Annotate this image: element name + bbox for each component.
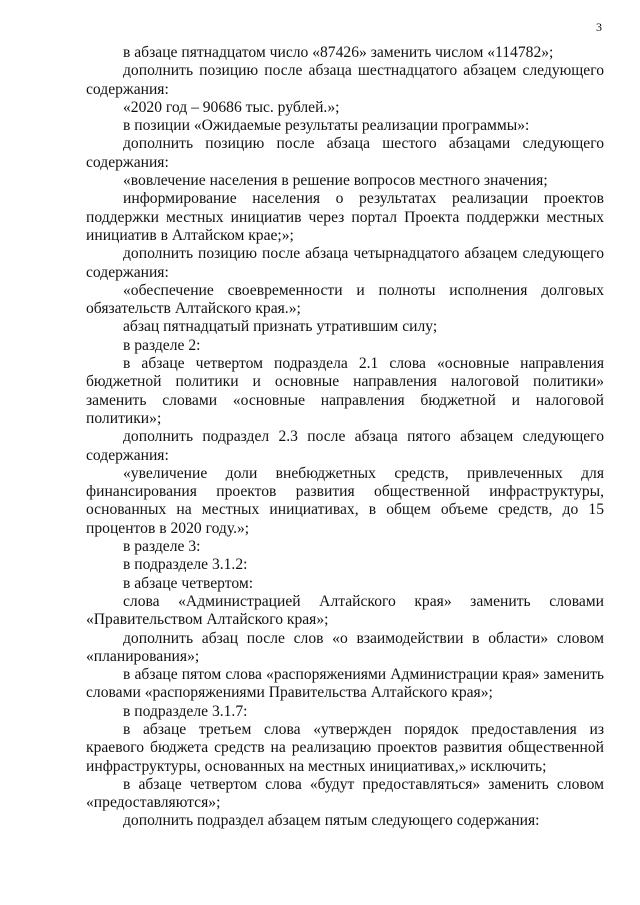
paragraph: в абзаце пятнадцатом число «87426» заменить числом «114782»;	[123, 44, 554, 61]
document-body	[86, 44, 604, 831]
paragraph: слова «Администрацией Алтайского края» заменить словами «Правительством Алтайского края»;	[86, 592, 604, 629]
paragraph: дополнить позицию после абзаца шестого абзацами следующего содержания:	[86, 135, 604, 171]
paragraph: дополнить подраздел абзацем пятым следующего содержания:	[123, 812, 540, 830]
paragraph: в разделе 3:	[123, 538, 201, 556]
paragraph: в подразделе 3.1.2:	[123, 556, 248, 574]
paragraph: «вовлечение населения в решение вопросов местного значения;	[123, 172, 548, 190]
paragraph: информирование населения о результатах реализации проектов поддержки местных инициатив через портал Проекта поддержки местных инициатив в Алтайском крае;»;	[86, 190, 604, 244]
paragraph: в абзаце четвертом слова «будут предоставляться» заменить словом «предоставляются»;	[86, 775, 604, 812]
paragraph: в абзаце четвертом:	[123, 574, 254, 592]
paragraph: дополнить абзац после слов «о взаимодействии в области» словом «планирования»;	[86, 629, 604, 665]
paragraph: в абзаце третьем слова «утвержден порядок предоставления из краевого бюджета средств на реализацию проектов развития общественной инфраструктуры, основанных на местных инициативах,» исключить;	[86, 720, 604, 775]
page-number: 3	[596, 20, 602, 34]
paragraph: в абзаце четвертом подраздела 2.1 слова «основные направления бюджетной политики и основные направления налоговой политики» заменить словами «основные направления бюджетной и налоговой политики»;	[86, 355, 604, 427]
paragraph: дополнить подраздел 2.3 после абзаца пятого абзацем следующего содержания:	[86, 428, 604, 464]
paragraph: «увеличение доли внебюджетных средств, привлеченных для финансирования проектов развития общественной инфраструктуры, основанных на местных инициативах, в общем объеме средств, до 15 процентов в 2020 году.»;	[86, 464, 604, 537]
paragraph: в позиции «Ожидаемые результаты реализации программы»:	[123, 117, 530, 135]
paragraph: дополнить позицию после абзаца шестнадцатого абзацем следующего содержания:	[86, 62, 604, 98]
paragraph: абзац пятнадцатый признать утратившим силу;	[123, 318, 438, 336]
paragraph: дополнить позицию после абзаца четырнадцатого абзацем следующего содержания:	[86, 245, 604, 281]
paragraph: в разделе 2:	[123, 336, 201, 354]
paragraph: «2020 год – 90686 тыс. рублей.»;	[123, 98, 340, 116]
paragraph: в абзаце пятом слова «распоряжениями Администрации края» заменить словами «распоряжениями Правительства Алтайского края»;	[86, 666, 604, 702]
paragraph: «обеспечение своевременности и полноты исполнения долговых обязательств Алтайского края.»;	[86, 281, 604, 318]
paragraph: в подразделе 3.1.7:	[123, 702, 248, 720]
